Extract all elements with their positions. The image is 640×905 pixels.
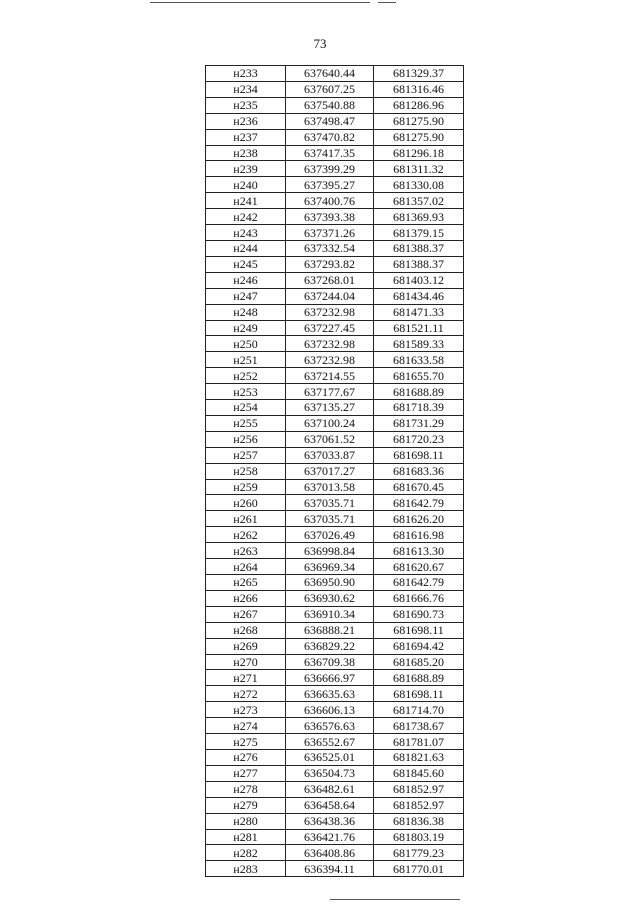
coord-x-cell: 636408.86 <box>286 845 374 861</box>
point-id-cell: н267 <box>206 606 286 622</box>
coord-x-cell: 637135.27 <box>286 400 374 416</box>
point-id-cell: н281 <box>206 829 286 845</box>
coord-y-cell: 681642.79 <box>374 575 464 591</box>
coord-x-cell: 636504.73 <box>286 765 374 781</box>
coord-x-cell: 637033.87 <box>286 447 374 463</box>
point-id-cell: н247 <box>206 288 286 304</box>
coord-y-cell: 681330.08 <box>374 177 464 193</box>
coord-y-cell: 681688.89 <box>374 384 464 400</box>
coord-y-cell: 681738.67 <box>374 718 464 734</box>
table-row <box>206 606 464 622</box>
point-id-cell: н253 <box>206 384 286 400</box>
coord-y-cell: 681296.18 <box>374 145 464 161</box>
coord-y-cell: 681698.11 <box>374 686 464 702</box>
coord-y-cell: 681626.20 <box>374 511 464 527</box>
coord-x-cell: 636606.13 <box>286 702 374 718</box>
table-row <box>206 384 464 400</box>
coord-y-cell: 681852.97 <box>374 797 464 813</box>
table-row <box>206 193 464 209</box>
coord-x-cell: 637232.98 <box>286 352 374 368</box>
coord-y-cell: 681688.89 <box>374 670 464 686</box>
point-id-cell: н266 <box>206 590 286 606</box>
table-row <box>206 209 464 225</box>
point-id-cell: н273 <box>206 702 286 718</box>
coord-y-cell: 681685.20 <box>374 654 464 670</box>
coord-y-cell: 681781.07 <box>374 734 464 750</box>
table-row <box>206 829 464 845</box>
coord-x-cell: 636438.36 <box>286 813 374 829</box>
point-id-cell: н248 <box>206 304 286 320</box>
coord-x-cell: 636394.11 <box>286 861 374 877</box>
point-id-cell: н275 <box>206 734 286 750</box>
coord-y-cell: 681369.93 <box>374 209 464 225</box>
coord-x-cell: 637013.58 <box>286 479 374 495</box>
point-id-cell: н240 <box>206 177 286 193</box>
table-row <box>206 813 464 829</box>
table-row <box>206 415 464 431</box>
table-row <box>206 702 464 718</box>
table-row <box>206 479 464 495</box>
coord-y-cell: 681329.37 <box>374 66 464 82</box>
coord-x-cell: 636458.64 <box>286 797 374 813</box>
table-row <box>206 559 464 575</box>
coord-y-cell: 681275.90 <box>374 129 464 145</box>
coordinates-table-body <box>206 66 464 877</box>
table-row <box>206 511 464 527</box>
coord-y-cell: 681718.39 <box>374 400 464 416</box>
table-row <box>206 781 464 797</box>
coord-x-cell: 637035.71 <box>286 495 374 511</box>
coord-y-cell: 681316.46 <box>374 81 464 97</box>
table-row <box>206 734 464 750</box>
table-row <box>206 654 464 670</box>
point-id-cell: н260 <box>206 495 286 511</box>
coord-x-cell: 637026.49 <box>286 527 374 543</box>
coord-y-cell: 681770.01 <box>374 861 464 877</box>
table-row <box>206 797 464 813</box>
point-id-cell: н278 <box>206 781 286 797</box>
coord-y-cell: 681616.98 <box>374 527 464 543</box>
table-row <box>206 336 464 352</box>
coord-x-cell: 636888.21 <box>286 622 374 638</box>
point-id-cell: н269 <box>206 638 286 654</box>
coord-y-cell: 681434.46 <box>374 288 464 304</box>
table-row <box>206 225 464 241</box>
coord-x-cell: 637400.76 <box>286 193 374 209</box>
point-id-cell: н257 <box>206 447 286 463</box>
coord-y-cell: 681698.11 <box>374 622 464 638</box>
page-number: 73 <box>313 36 327 51</box>
table-row <box>206 352 464 368</box>
coord-x-cell: 636482.61 <box>286 781 374 797</box>
point-id-cell: н264 <box>206 559 286 575</box>
coord-x-cell: 637232.98 <box>286 304 374 320</box>
table-row <box>206 97 464 113</box>
coord-x-cell: 637227.45 <box>286 320 374 336</box>
table-row <box>206 81 464 97</box>
point-id-cell: н259 <box>206 479 286 495</box>
coord-x-cell: 636635.63 <box>286 686 374 702</box>
coord-x-cell: 637498.47 <box>286 113 374 129</box>
coord-x-cell: 636709.38 <box>286 654 374 670</box>
coord-x-cell: 637177.67 <box>286 384 374 400</box>
table-row <box>206 670 464 686</box>
coord-y-cell: 681521.11 <box>374 320 464 336</box>
coord-y-cell: 681379.15 <box>374 225 464 241</box>
scan-top-line-right <box>378 2 396 3</box>
point-id-cell: н261 <box>206 511 286 527</box>
coord-y-cell: 681803.19 <box>374 829 464 845</box>
coord-y-cell: 681714.70 <box>374 702 464 718</box>
coord-x-cell: 636969.34 <box>286 559 374 575</box>
point-id-cell: н234 <box>206 81 286 97</box>
table-row <box>206 240 464 256</box>
point-id-cell: н249 <box>206 320 286 336</box>
coord-x-cell: 637017.27 <box>286 463 374 479</box>
coord-x-cell: 636910.34 <box>286 606 374 622</box>
coord-x-cell: 636525.01 <box>286 749 374 765</box>
table-row <box>206 177 464 193</box>
point-id-cell: н255 <box>206 415 286 431</box>
point-id-cell: н235 <box>206 97 286 113</box>
point-id-cell: н280 <box>206 813 286 829</box>
point-id-cell: н238 <box>206 145 286 161</box>
coord-x-cell: 637232.98 <box>286 336 374 352</box>
coord-x-cell: 637244.04 <box>286 288 374 304</box>
coord-y-cell: 681357.02 <box>374 193 464 209</box>
scan-bottom-line <box>330 899 460 900</box>
coord-x-cell: 636576.63 <box>286 718 374 734</box>
table-row <box>206 686 464 702</box>
coord-x-cell: 636421.76 <box>286 829 374 845</box>
point-id-cell: н256 <box>206 431 286 447</box>
table-row <box>206 304 464 320</box>
coord-y-cell: 681589.33 <box>374 336 464 352</box>
table-row <box>206 113 464 129</box>
coord-y-cell: 681666.76 <box>374 590 464 606</box>
point-id-cell: н271 <box>206 670 286 686</box>
coord-y-cell: 681388.37 <box>374 240 464 256</box>
point-id-cell: н263 <box>206 543 286 559</box>
table-row <box>206 288 464 304</box>
coord-y-cell: 681275.90 <box>374 113 464 129</box>
table-row <box>206 845 464 861</box>
point-id-cell: н241 <box>206 193 286 209</box>
coord-x-cell: 637607.25 <box>286 81 374 97</box>
table-row <box>206 368 464 384</box>
coord-y-cell: 681845.60 <box>374 765 464 781</box>
point-id-cell: н245 <box>206 256 286 272</box>
coord-x-cell: 637640.44 <box>286 66 374 82</box>
point-id-cell: н242 <box>206 209 286 225</box>
coord-x-cell: 637035.71 <box>286 511 374 527</box>
point-id-cell: н282 <box>206 845 286 861</box>
table-row <box>206 638 464 654</box>
table-row <box>206 272 464 288</box>
coord-x-cell: 636666.97 <box>286 670 374 686</box>
coord-x-cell: 637371.26 <box>286 225 374 241</box>
coord-y-cell: 681690.73 <box>374 606 464 622</box>
table-row <box>206 463 464 479</box>
coord-y-cell: 681388.37 <box>374 256 464 272</box>
coord-y-cell: 681311.32 <box>374 161 464 177</box>
table-row <box>206 718 464 734</box>
point-id-cell: н251 <box>206 352 286 368</box>
coord-x-cell: 637540.88 <box>286 97 374 113</box>
point-id-cell: н250 <box>206 336 286 352</box>
coord-y-cell: 681403.12 <box>374 272 464 288</box>
point-id-cell: н258 <box>206 463 286 479</box>
coord-y-cell: 681852.97 <box>374 781 464 797</box>
point-id-cell: н279 <box>206 797 286 813</box>
coord-y-cell: 681779.23 <box>374 845 464 861</box>
table-row <box>206 447 464 463</box>
table-row <box>206 145 464 161</box>
table-row <box>206 861 464 877</box>
coord-y-cell: 681836.38 <box>374 813 464 829</box>
coord-y-cell: 681642.79 <box>374 495 464 511</box>
point-id-cell: н243 <box>206 225 286 241</box>
table-row <box>206 622 464 638</box>
coord-y-cell: 681633.58 <box>374 352 464 368</box>
coord-x-cell: 636930.62 <box>286 590 374 606</box>
table-row <box>206 765 464 781</box>
coord-y-cell: 681620.67 <box>374 559 464 575</box>
coord-y-cell: 681471.33 <box>374 304 464 320</box>
table-row <box>206 431 464 447</box>
scan-top-line-left <box>150 2 370 3</box>
point-id-cell: н283 <box>206 861 286 877</box>
point-id-cell: н254 <box>206 400 286 416</box>
point-id-cell: н237 <box>206 129 286 145</box>
coord-y-cell: 681683.36 <box>374 463 464 479</box>
coord-x-cell: 637417.35 <box>286 145 374 161</box>
point-id-cell: н236 <box>206 113 286 129</box>
coord-x-cell: 637268.01 <box>286 272 374 288</box>
table-row <box>206 161 464 177</box>
coord-y-cell: 681720.23 <box>374 431 464 447</box>
coord-x-cell: 636829.22 <box>286 638 374 654</box>
coord-y-cell: 681286.96 <box>374 97 464 113</box>
coord-y-cell: 681698.11 <box>374 447 464 463</box>
table-row <box>206 129 464 145</box>
coord-x-cell: 637332.54 <box>286 240 374 256</box>
point-id-cell: н246 <box>206 272 286 288</box>
table-row <box>206 400 464 416</box>
coord-x-cell: 636552.67 <box>286 734 374 750</box>
coord-y-cell: 681613.30 <box>374 543 464 559</box>
point-id-cell: н262 <box>206 527 286 543</box>
coord-x-cell: 637470.82 <box>286 129 374 145</box>
coord-x-cell: 637214.55 <box>286 368 374 384</box>
point-id-cell: н270 <box>206 654 286 670</box>
coord-x-cell: 636950.90 <box>286 575 374 591</box>
table-row <box>206 320 464 336</box>
coord-y-cell: 681694.42 <box>374 638 464 654</box>
coord-x-cell: 637399.29 <box>286 161 374 177</box>
table-row <box>206 495 464 511</box>
table-row <box>206 66 464 82</box>
point-id-cell: н265 <box>206 575 286 591</box>
point-id-cell: н239 <box>206 161 286 177</box>
table-row <box>206 575 464 591</box>
coordinates-table <box>205 65 464 877</box>
point-id-cell: н268 <box>206 622 286 638</box>
coord-y-cell: 681731.29 <box>374 415 464 431</box>
table-row <box>206 590 464 606</box>
table-row <box>206 527 464 543</box>
point-id-cell: н277 <box>206 765 286 781</box>
table-row <box>206 749 464 765</box>
coord-x-cell: 636998.84 <box>286 543 374 559</box>
point-id-cell: н276 <box>206 749 286 765</box>
point-id-cell: н252 <box>206 368 286 384</box>
point-id-cell: н272 <box>206 686 286 702</box>
coord-x-cell: 637395.27 <box>286 177 374 193</box>
point-id-cell: н274 <box>206 718 286 734</box>
coord-x-cell: 637293.82 <box>286 256 374 272</box>
coord-y-cell: 681821.63 <box>374 749 464 765</box>
coord-x-cell: 637100.24 <box>286 415 374 431</box>
coord-x-cell: 637061.52 <box>286 431 374 447</box>
coord-x-cell: 637393.38 <box>286 209 374 225</box>
point-id-cell: н233 <box>206 66 286 82</box>
table-row <box>206 256 464 272</box>
table-row <box>206 543 464 559</box>
coord-y-cell: 681655.70 <box>374 368 464 384</box>
coord-y-cell: 681670.45 <box>374 479 464 495</box>
point-id-cell: н244 <box>206 240 286 256</box>
